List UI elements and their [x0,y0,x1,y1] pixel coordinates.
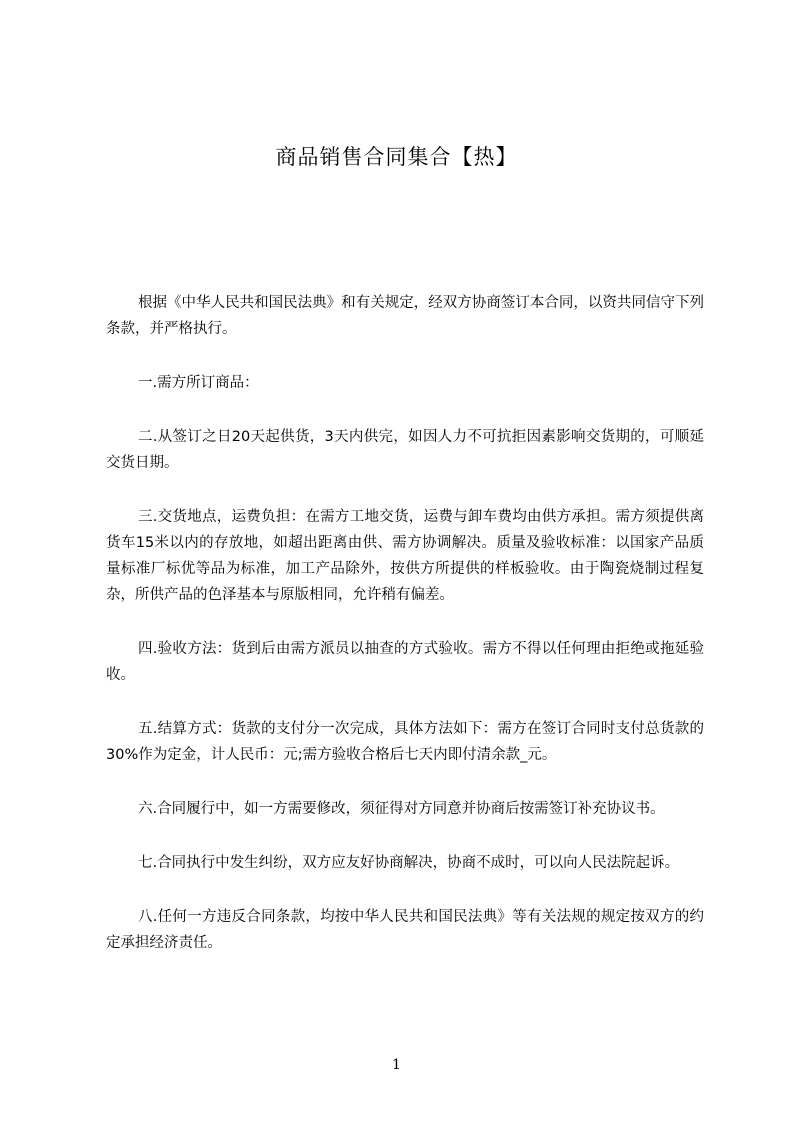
paragraph-clause-7: 七.合同执行中发生纠纷，双方应友好协商解决，协商不成时，可以向人民法院起诉。 [138,855,680,871]
paragraph-clause-8: 八.任何一方违反合同条款，均按中华人民共和国民法典》等有关法规的规定按双方的约定承担经济责任。 [106,909,704,951]
document-body [106,290,704,984]
paragraph-clause-4: 四.验收方法：货到后由需方派员以抽查的方式验收。需方不得以任何理由拒绝或拖延验收。 [106,641,704,683]
paragraph-preamble: 根据《中华人民共和国民法典》和有关规定，经双方协商签订本合同，以资共同信守下列条款，并严格执行。 [106,295,704,337]
page-number: 1 [392,1057,401,1073]
document-title: 商品销售合同集合【热】 [275,145,518,169]
paragraph-clause-1: 一.需方所订商品： [138,375,259,391]
paragraph-clause-2: 二.从签订之日20天起供货，3天内供完，如因人力不可抗拒因素影响交货期的，可顺延交货日期。 [106,429,704,471]
paragraph-clause-3: 三.交货地点，运费负担：在需方工地交货，运费与卸车费均由供方承担。需方须提供离货车15米以内的存放地，如超出距离由供、需方协调解决。质量及验收标准：以国家产品质量标准厂标优等品为标准，加工产品除外，按供方所提供的样板验收。由于陶瓷烧制过程复杂，所供产品的色泽基本与原版相同，允许稍有偏差。 [106,509,704,603]
paragraph-clause-5: 五.结算方式：货款的支付分一次完成，具体方法如下：需方在签订合同时支付总货款的30%作为定金，计人民币：元;需方验收合格后七天内即付清余款_元。 [106,721,704,763]
paragraph-clause-6: 六.合同履行中，如一方需要修改，须征得对方同意并协商后按需签订补充协议书。 [138,801,665,817]
